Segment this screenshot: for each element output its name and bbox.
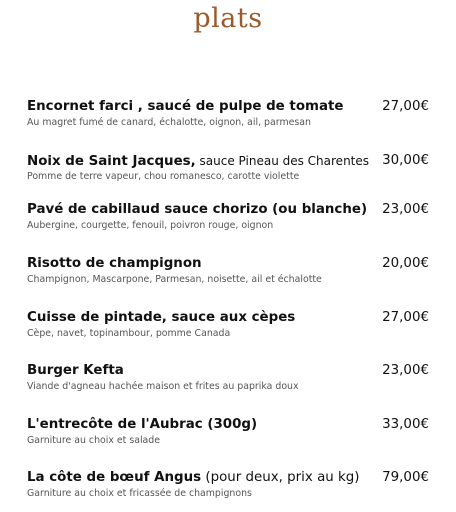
dish-price: 27,00€ [382, 310, 429, 325]
menu-section-title: plats [193, 3, 263, 34]
dish-description: Garniture au choix et fricassée de champignons [27, 488, 252, 499]
dish-name: L'entrecôte de l'Aubrac (300g) [27, 417, 258, 432]
dish-name: La côte de bœuf Angus (pour deux, prix au kg) [27, 470, 360, 485]
dish-description: Pomme de terre vapeur, chou romanesco, carotte violette [27, 171, 300, 182]
dish-name: Encornet farci , saucé de pulpe de tomate [27, 99, 344, 114]
dish-price: 79,00€ [382, 470, 429, 485]
dish-price: 27,00€ [382, 99, 429, 114]
dish-price: 33,00€ [382, 417, 429, 432]
menu-item [27, 416, 432, 452]
dish-name: Pavé de cabillaud sauce chorizo (ou blanche) [27, 202, 368, 217]
dish-price: 23,00€ [382, 202, 429, 217]
dish-description: Champignon, Mascarpone, Parmesan, noisette, ail et échalotte [27, 274, 322, 285]
dish-description: Au magret fumé de canard, échalotte, oignon, ail, parmesan [27, 117, 311, 128]
dish-description: Garniture au choix et salade [27, 435, 161, 446]
dish-name: Risotto de champignon [27, 256, 202, 271]
menu-item [27, 201, 432, 237]
dish-description: Cèpe, navet, topinambour, pomme Canada [27, 328, 231, 339]
dish-description: Aubergine, courgette, fenouil, poivron rouge, oignon [27, 220, 274, 231]
menu-item [27, 98, 432, 134]
dish-price: 30,00€ [382, 153, 429, 168]
dish-note: (pour deux, prix au kg) [201, 470, 360, 485]
menu-item [27, 255, 432, 291]
dish-price: 23,00€ [382, 363, 429, 378]
menu-item [27, 362, 432, 398]
dish-description: Viande d'agneau hachée maison et frites au paprika doux [27, 381, 299, 392]
menu-item [27, 152, 432, 188]
dish-name: Noix de Saint Jacques, sauce Pineau des Charentes [27, 154, 370, 169]
dish-name: Cuisse de pintade, sauce aux cèpes [27, 310, 296, 325]
dish-name: Burger Kefta [27, 363, 124, 378]
menu-item [27, 309, 432, 345]
dish-price: 20,00€ [382, 256, 429, 271]
menu-item [27, 469, 432, 505]
dish-sauce: sauce Pineau des Charentes [195, 154, 370, 168]
